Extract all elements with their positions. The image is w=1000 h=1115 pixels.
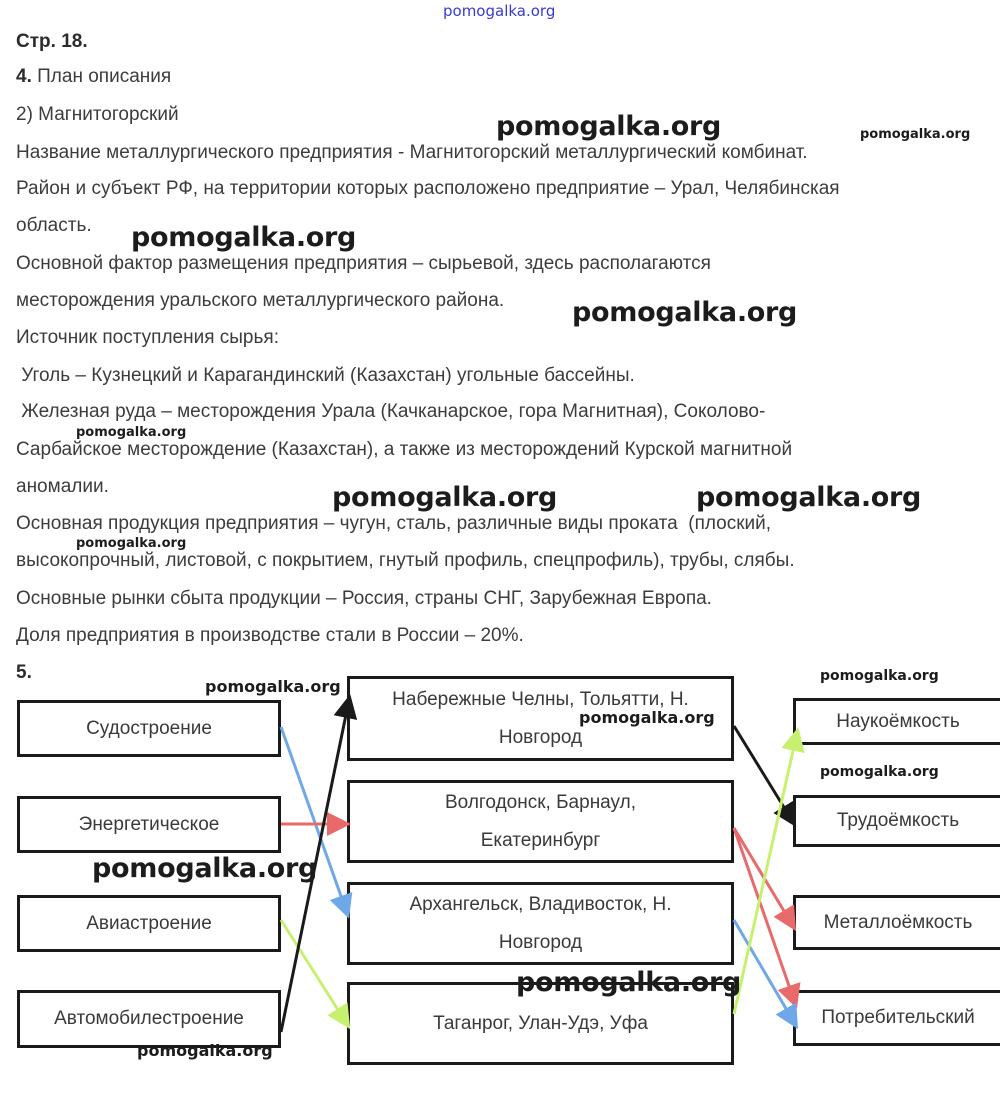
industry-label: Авиастроение bbox=[86, 912, 212, 934]
watermark: pomogalka.org bbox=[92, 853, 318, 884]
text-line: Район и субъект РФ, на территории которых расположено предприятие – Урал, Челябинская bbox=[16, 178, 840, 199]
text-line: высокопрочный, листовой, с покрытием, гнутый профиль, спецпрофиль), трубы, слябы. bbox=[16, 550, 795, 571]
industry-label: Энергетическое bbox=[78, 813, 220, 835]
arrow-avia-to-taganrog bbox=[281, 920, 347, 1024]
watermark: pomogalka.org bbox=[332, 482, 558, 513]
factor-label: Потребительский bbox=[821, 1007, 975, 1028]
watermark: pomogalka.org bbox=[76, 425, 187, 440]
cities-line: Новгород bbox=[498, 931, 583, 953]
factor-label: Металлоёмкость bbox=[823, 911, 973, 933]
factor-label: Трудоёмкость bbox=[836, 810, 960, 831]
watermark: pomogalka.org bbox=[205, 677, 341, 696]
watermark: pomogalka.org bbox=[860, 127, 971, 142]
cities-line: Новгород bbox=[498, 726, 583, 748]
text-line: месторождения уральского металлургического района. bbox=[16, 290, 505, 311]
watermark: pomogalka.org bbox=[820, 668, 939, 684]
watermark: pomogalka.org bbox=[496, 111, 722, 142]
text-line: Основной фактор размещения предприятия – сырьевой, здесь располагаются bbox=[16, 253, 711, 274]
text-line: Железная руда – месторождения Урала (Качканарское, гора Магнитная), Соколово- bbox=[16, 401, 766, 422]
task-5-number: 5. bbox=[16, 662, 32, 683]
factor-label: Наукоёмкость bbox=[836, 710, 960, 732]
task-4-number: 4. bbox=[16, 66, 32, 87]
watermark: pomogalka.org bbox=[696, 482, 922, 513]
text-line: Уголь – Кузнецкий и Карагандинский (Казахстан) угольные бассейны. bbox=[16, 365, 635, 386]
text-line: Источник поступления сырья: bbox=[16, 327, 279, 348]
watermark: pomogalka.org bbox=[131, 222, 357, 253]
text-line: Название металлургического предприятия - Магнитогорский металлургический комбинат. bbox=[16, 142, 808, 163]
watermark: pomogalka.org bbox=[820, 764, 939, 780]
cities-line: Екатеринбург bbox=[480, 829, 601, 851]
text-line: Доля предприятия в производстве стали в России – 20%. bbox=[16, 625, 524, 646]
text-line: Основная продукция предприятия – чугун, сталь, различные виды проката (плоский, bbox=[16, 513, 772, 534]
text-line: Основные рынки сбыта продукции – Россия, страны СНГ, Зарубежная Европа. bbox=[16, 588, 712, 609]
text-line: Сарбайское месторождение (Казахстан), а также из месторождений Курской магнитной bbox=[16, 439, 793, 460]
watermark: pomogalka.org bbox=[572, 297, 798, 328]
cities-line: Набережные Челны, Тольятти, Н. bbox=[392, 688, 689, 710]
cities-line: Волгодонск, Барнаул, bbox=[445, 791, 636, 813]
watermark: pomogalka.org bbox=[516, 967, 742, 998]
text-line: аномалии. bbox=[16, 476, 109, 497]
cities-line: Архангельск, Владивосток, Н. bbox=[409, 893, 672, 915]
industry-label: Автомобилестроение bbox=[54, 1008, 244, 1029]
watermark-top: pomogalka.org bbox=[443, 2, 556, 20]
watermark: pomogalka.org bbox=[76, 536, 187, 551]
watermark: pomogalka.org bbox=[137, 1041, 273, 1060]
page-reference: Стр. 18. bbox=[16, 31, 88, 52]
task-4-title: План описания bbox=[37, 66, 172, 87]
watermark: pomogalka.org bbox=[579, 708, 715, 727]
item-heading: 2) Магнитогорский bbox=[16, 104, 179, 125]
industry-label: Судостроение bbox=[86, 717, 212, 739]
text-line: область. bbox=[16, 215, 92, 236]
cities-line: Таганрог, Улан-Удэ, Уфа bbox=[433, 1012, 648, 1034]
arrow-chelny-to-labor bbox=[734, 726, 793, 822]
